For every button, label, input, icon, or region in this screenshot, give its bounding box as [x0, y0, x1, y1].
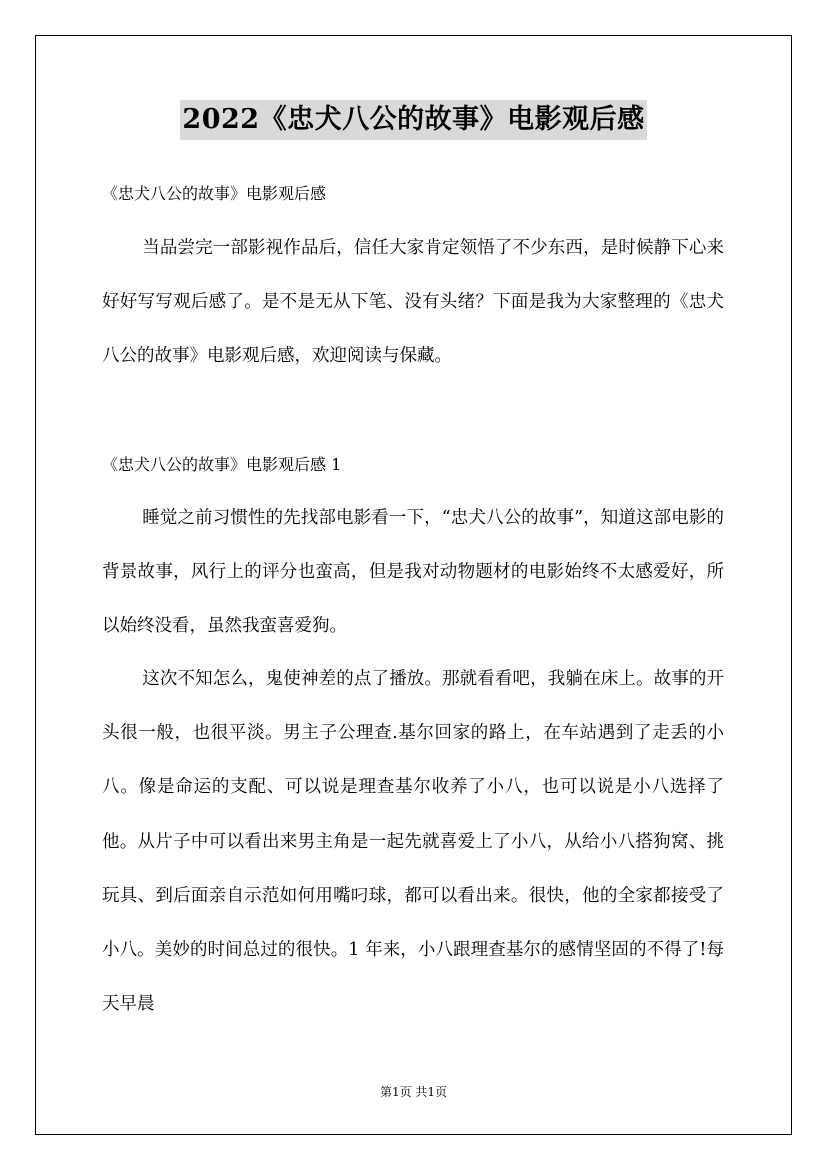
title-container: [0, 100, 827, 140]
document-subtitle: 《忠犬八公的故事》电影观后感: [102, 184, 327, 203]
page-footer: 第1页 共1页: [379, 1085, 448, 1099]
body-paragraph-1: 睡觉之前习惯性的先找部电影看一下，“忠犬八公的故事”，知道这部电影的背景故事，风行上的评分也蛮高，但是我对动物题材的电影始终不太感爱好，所以始终没看，虽然我蛮喜爱狗。: [102, 508, 724, 637]
section-heading: 《忠犬八公的故事》电影观后感 1: [102, 455, 342, 474]
intro-paragraph: 当品尝完一部影视作品后，信任大家肯定领悟了不少东西，是时候静下心来好好写写观后感了。是不是无从下笔、没有头绪？下面是我为大家整理的《忠犬八公的故事》电影观后感，欢迎阅读与保藏。: [102, 238, 724, 367]
body-paragraph-2: 这次不知怎么，鬼使神差的点了播放。那就看看吧，我躺在床上。故事的开头很一般，也很平淡。男主子公理查.基尔回家的路上，在车站遇到了走丢的小八。像是命运的支配、可以说是理查基尔收养了小八，也可以说是小八选择了他。从片子中可以看出来男主角是一起先就喜爱上了小八，从给小八搭狗窝、挑玩具、到后面亲自示范如何用嘴叼球，都可以看出来。很快，他的全家都接受了小八。美妙的时间总过的很快。1 年来，小八跟理查基尔的感情坚固的不得了!每天早晨: [102, 669, 724, 1015]
document-title: 2022《忠犬八公的故事》电影观后感: [180, 100, 646, 140]
